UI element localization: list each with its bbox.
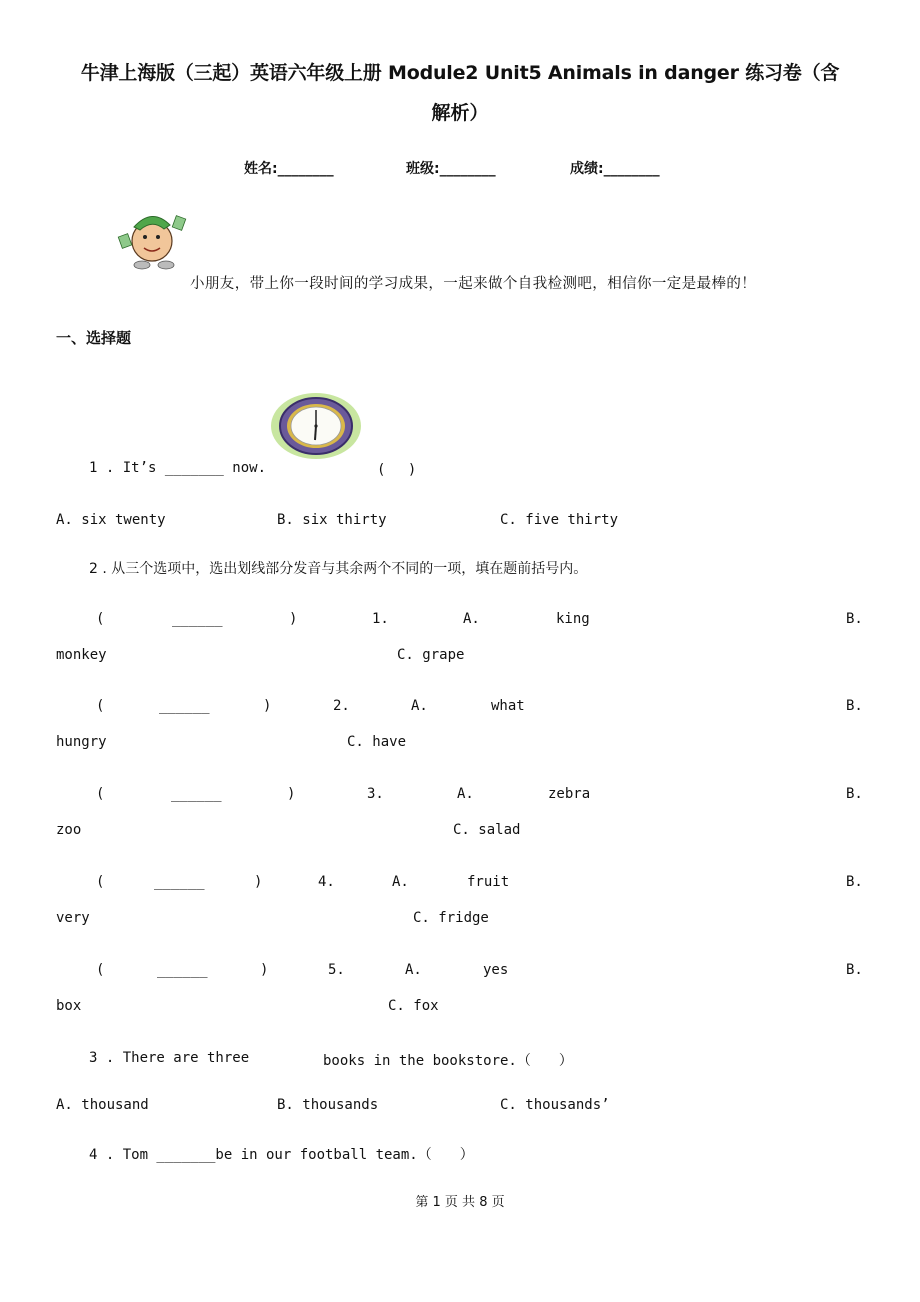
encouragement-message: 小朋友，带上你一段时间的学习成果，一起来做个自我检测吧，相信你一定是最棒的！ bbox=[190, 276, 757, 292]
option-a-word[interactable]: what bbox=[491, 698, 525, 714]
option-a-word[interactable]: zebra bbox=[548, 786, 591, 802]
item-open-paren: ( bbox=[96, 962, 105, 978]
question-3-stem-start: 3 . There are three bbox=[89, 1050, 250, 1066]
item-answer-blank[interactable]: ______ bbox=[172, 611, 223, 627]
option-a-label: A. bbox=[392, 874, 409, 890]
question-2-stem: 2 . 从三个选项中，选出划线部分发音与其余两个不同的一项，填在题前括号内。 bbox=[89, 561, 588, 577]
item-open-paren: ( bbox=[96, 698, 105, 714]
item-answer-blank[interactable]: ______ bbox=[159, 698, 210, 714]
item-open-paren: ( bbox=[96, 874, 105, 890]
score-field-label: 成绩:________ bbox=[570, 161, 660, 177]
item-number: 3. bbox=[367, 786, 384, 802]
item-answer-blank[interactable]: ______ bbox=[154, 874, 205, 890]
item-open-paren: ( bbox=[96, 786, 105, 802]
item-close-paren: ) bbox=[263, 698, 272, 714]
cartoon-boy-icon bbox=[112, 205, 192, 271]
question-3-option-a[interactable]: A. thousand bbox=[56, 1097, 149, 1113]
option-c[interactable]: C. salad bbox=[453, 822, 521, 838]
item-number: 5. bbox=[328, 962, 345, 978]
item-close-paren: ) bbox=[289, 611, 298, 627]
option-a-label: A. bbox=[457, 786, 474, 802]
clock-icon bbox=[270, 392, 362, 460]
option-c[interactable]: C. fox bbox=[388, 998, 439, 1014]
document-title-line2: 解析） bbox=[431, 102, 489, 124]
item-open-paren: ( bbox=[96, 611, 105, 627]
option-b-label: B. bbox=[846, 962, 863, 978]
item-number: 1. bbox=[372, 611, 389, 627]
item-number: 2. bbox=[333, 698, 350, 714]
class-field-label: 班级:________ bbox=[406, 161, 496, 177]
option-c[interactable]: C. have bbox=[347, 734, 407, 750]
page-number-footer: 第 1 页 共 8 页 bbox=[415, 1195, 505, 1210]
option-b-word[interactable]: monkey bbox=[56, 647, 107, 663]
option-a-word[interactable]: king bbox=[556, 611, 590, 627]
option-b-word[interactable]: very bbox=[56, 910, 90, 926]
item-close-paren: ) bbox=[254, 874, 263, 890]
item-answer-blank[interactable]: ______ bbox=[171, 786, 222, 802]
question-1-option-b[interactable]: B. six thirty bbox=[277, 512, 387, 528]
option-a-label: A. bbox=[463, 611, 480, 627]
option-b-word[interactable]: zoo bbox=[56, 822, 82, 838]
name-field-label: 姓名:________ bbox=[244, 161, 334, 177]
item-close-paren: ) bbox=[260, 962, 269, 978]
option-c[interactable]: C. fridge bbox=[413, 910, 489, 926]
document-title-line1: 牛津上海版（三起）英语六年级上册 Module2 Unit5 Animals in danger 练习卷（含 bbox=[80, 62, 840, 84]
item-close-paren: ) bbox=[287, 786, 296, 802]
option-c[interactable]: C. grape bbox=[397, 647, 465, 663]
option-a-word[interactable]: fruit bbox=[467, 874, 510, 890]
question-3-option-c[interactable]: C. thousands’ bbox=[500, 1097, 610, 1113]
question-1-stem: 1 . It’s _______ now. bbox=[89, 460, 267, 476]
section-heading: 一、选择题 bbox=[56, 329, 132, 347]
option-b-word[interactable]: box bbox=[56, 998, 82, 1014]
option-a-label: A. bbox=[411, 698, 428, 714]
option-a-word[interactable]: yes bbox=[483, 962, 509, 978]
question-1-answer-paren: ( ) bbox=[377, 462, 417, 478]
item-answer-blank[interactable]: ______ bbox=[157, 962, 208, 978]
question-4-stem: 4 . Tom _______be in our football team.（ ） bbox=[89, 1147, 474, 1163]
option-b-label: B. bbox=[846, 698, 863, 714]
item-number: 4. bbox=[318, 874, 335, 890]
option-b-word[interactable]: hungry bbox=[56, 734, 107, 750]
option-b-label: B. bbox=[846, 786, 863, 802]
question-3-stem-end: books in the bookstore.（ ） bbox=[323, 1053, 573, 1069]
question-3-option-b[interactable]: B. thousands bbox=[277, 1097, 379, 1113]
question-1-option-c[interactable]: C. five thirty bbox=[500, 512, 619, 528]
question-1-option-a[interactable]: A. six twenty bbox=[56, 512, 166, 528]
option-a-label: A. bbox=[405, 962, 422, 978]
option-b-label: B. bbox=[846, 874, 863, 890]
option-b-label: B. bbox=[846, 611, 863, 627]
